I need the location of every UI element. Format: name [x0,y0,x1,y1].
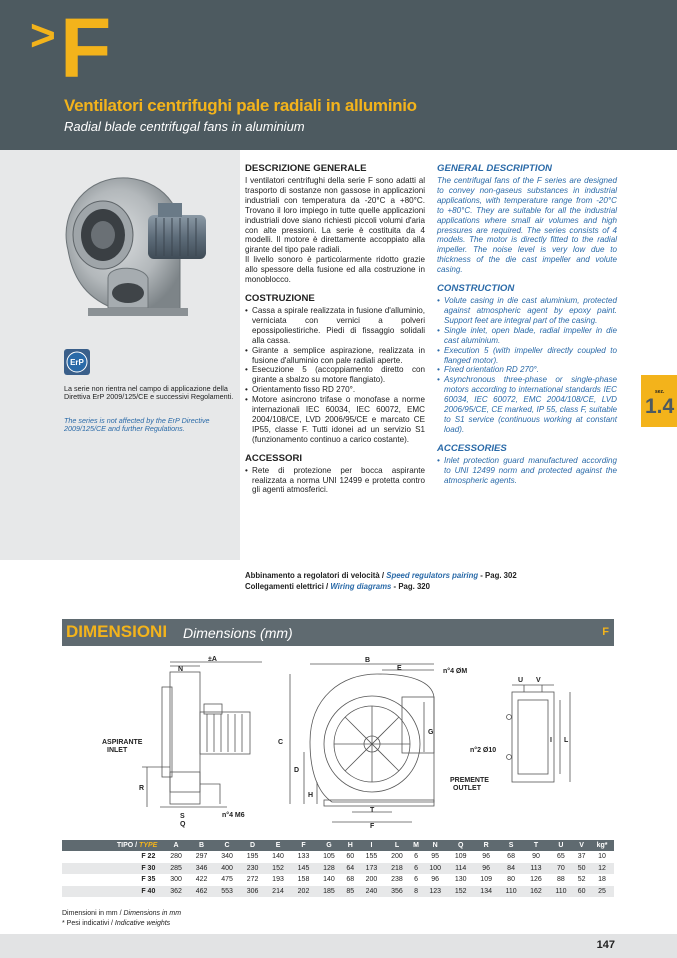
table-cell: 133 [297,853,310,861]
table-cell: 297 [195,853,208,861]
list-item: • Inlet protection guard manufactured according to UNI 12499 norm and protected against the atmospheric agents. [437,456,617,486]
cross-references [245,570,517,592]
table-header-cell: H [342,840,359,851]
list-item: • Single inlet, open blade, radial impeller in die cast aluminium. [437,326,617,346]
erp-logo-text: ErP [70,358,84,367]
table-cell: 145 [291,863,316,875]
table-cell: 140 [323,876,335,884]
table-cell: 214 [265,886,290,898]
table-cell: 230 [240,863,265,875]
table-cell: 68 [346,876,355,884]
table-cell: 96 [431,876,440,884]
table-cell: 37 [577,853,586,861]
table-cell: 218 [384,863,409,875]
general-description-heading-en: GENERAL DESCRIPTION [437,163,552,174]
ref-wiring-it: Collegamenti elettrici / [245,582,331,591]
table-cell: 130 [454,876,467,884]
table-cell: 300 [170,876,182,884]
table-row [62,874,614,886]
erp-note-italian: La serie non rientra nel campo di applicazione della Direttiva ErP 2009/125/CE e successivi Regolamenti. [64,384,234,402]
holes-10-label: n°2 Ø10 [470,747,497,754]
table-cell: 95 [431,853,440,861]
table-cell: 109 [454,853,467,861]
table-header-cell: I [359,840,384,851]
table-cell: 162 [523,886,548,898]
table-cell: 128 [316,863,341,875]
dim-label-a: ±A [208,656,217,663]
table-cell: 70 [549,863,573,875]
construction-heading-en: CONSTRUCTION [437,283,515,295]
table-cell: 272 [246,876,259,884]
construction-heading-it: COSTRUZIONE [245,292,315,304]
list-item: • Motore asincrono trifase o monofase a norme internazionali IEC 60034, IEC 60072, EMC 2004/108/CE, LVD 2006/95/CE e marcato CE IP55, classe F. Tutti idonei ad un servizio S1 (funzionamento continuo a carico costante). [245,395,425,445]
general-description-text2-it: Il livello sonoro è particolarmente ridotto grazie allo spessore della fusione ed alla costruzione in monoblocco. [245,255,425,285]
dim-label-g: G [428,729,434,736]
page-footer [0,934,677,958]
table-cell-model: F 22 [141,853,156,861]
inlet-label-it: ASPIRANTE [102,739,143,746]
page-title-english: Radial blade centrifugal fans in aluminium [64,119,305,134]
general-description-heading-it: DESCRIZIONE GENERALE [245,163,367,174]
table-cell: 152 [448,886,473,898]
table-cell: 109 [480,876,492,884]
dim-label-f: F [370,823,375,828]
accessories-heading-it: ACCESSORI [245,452,303,464]
table-header-cell: E [265,840,290,851]
table-cell: 362 [163,886,188,898]
dim-label-q: Q [180,821,186,828]
table-cell: 356 [384,886,409,898]
table-header-cell: D [240,840,265,851]
accessories-list-en [437,456,617,486]
dimension-drawings [62,652,614,828]
table-cell: 110 [499,886,523,898]
accessories-heading-en: ACCESSORIES [437,442,507,454]
table-row [62,851,614,863]
ref-wiring-page: - Pag. 320 [391,582,430,591]
dimensions-subtitle: Dimensions (mm) [183,625,293,641]
table-cell: 193 [272,876,284,884]
dim-label-t: T [370,807,375,814]
table-cell: 100 [422,863,447,875]
table-cell: 113 [523,863,548,875]
section-marker: > [30,11,56,60]
ref-wiring-en[interactable]: Wiring diagrams [330,582,392,591]
table-cell: 202 [291,886,316,898]
list-item: • Asynchronous three-phase or single-phase motors according to international standards IEC 60034, IEC 60072, EMC 2004/108/CE, LVD 2006/95/CE, CE marked, IP 55, class F, suitable to S1 service (continuous working at constant load). [437,375,617,434]
table-cell: 285 [163,863,188,875]
list-item: • Rete di protezione per bocca aspirante realizzata a norma UNI 12499 e protetta contro gli agenti atmosferici. [245,466,425,496]
table-row [62,863,614,875]
erp-badge-icon [64,349,90,375]
table-cell: 173 [359,863,384,875]
table-cell: 50 [573,863,590,875]
table-cell: 6 [414,853,419,861]
general-description-text-it: I ventilatori centrifughi della serie F sono adatti al trasporto di sostanze non gassose in applicazioni industriali con temperatura da -20°C a +80°C. Trovano il loro impiego in tutte quelle applicazioni industriali dove siano richiesti piccoli volumi d'aria con alte pressioni. La serie è costituita da 4 modelli. Il motore è direttamente accoppiato alla girante del tipo pale radiali. [245,176,425,255]
ref-speed-regulators-it: Abbinamento a regolatori di velocità / [245,571,387,580]
series-letter: F [60,1,112,95]
table-cell: 195 [246,853,259,861]
table-cell: 88 [557,876,565,884]
dimensions-note: Dimensioni in mm / Dimensions in mm [62,910,182,917]
table-cell: 123 [422,886,447,898]
table-cell: 155 [365,853,378,861]
table-cell: 110 [549,886,573,898]
section-tab-label: sez. [655,389,665,395]
construction-list-en [437,296,617,435]
table-cell: 84 [499,863,523,875]
table-header-cell: F [291,840,316,851]
section-tab-number: 1.4 [645,395,675,418]
table-header-cell: A [163,840,188,851]
table-cell: 553 [214,886,239,898]
dim-label-h: H [308,792,314,799]
table-header-cell: L [384,840,409,851]
dimensions-title: DIMENSIONI [66,622,168,641]
table-header-type: TIPO / TYPE [62,840,163,851]
holes-m-label: n°4 ØM [443,668,468,675]
dimensions-series-letter: F [602,626,609,638]
table-cell: 52 [577,876,586,884]
table-cell: 96 [473,863,498,875]
table-cell: 475 [221,876,233,884]
outlet-label-en: OUTLET [453,785,481,792]
dim-label-u: U [518,677,524,684]
table-header-cell: G [316,840,341,851]
table-header-cell: C [214,840,239,851]
table-cell: 140 [272,853,284,861]
list-item: • Execution 5 (with impeller directly coupled to flanged motor). [437,346,617,366]
dim-label-b: B [365,657,371,664]
table-cell: 158 [297,876,310,884]
table-cell: 422 [195,876,208,884]
table-header-cell: Q [448,840,473,851]
italian-column [245,163,425,495]
table-cell: 462 [189,886,214,898]
dimensions-bar [62,619,614,646]
dimensions-table [62,840,614,897]
table-cell: 306 [240,886,265,898]
table-cell: 346 [189,863,214,875]
side-view-drawing [142,662,262,807]
list-item: • Volute casing in die cast aluminium, protected against atmospheric agent by epoxy paint. Support feet are integral part of the casing. [437,296,617,326]
table-cell: 400 [214,863,239,875]
table-header-cell: U [549,840,573,851]
table-cell: 64 [342,863,359,875]
dim-label-d: D [294,767,300,774]
construction-list-it [245,306,425,445]
dim-label-s: S [180,813,185,820]
table-header-cell: N [422,840,447,851]
table-cell: 60 [573,886,590,898]
outlet-label-it: PREMENTE [450,777,489,784]
dim-label-v: V [536,677,541,684]
table-header-row [62,840,614,851]
dim-label-n: N [178,666,184,673]
table-cell: 18 [598,876,606,884]
table-cell: 200 [365,876,378,884]
table-header-cell: R [473,840,498,851]
table-cell: 96 [482,853,491,861]
table-cell: 280 [170,853,182,861]
section-tab [641,375,677,427]
list-item: • Orientamento fisso RD 270°. [245,385,425,395]
table-cell: 6 [410,863,423,875]
table-header-cell: T [523,840,548,851]
list-item: • Fixed orientation RD 270°. [437,365,617,375]
table-cell: 114 [448,863,473,875]
ref-speed-regulators-page: - Pag. 302 [478,571,517,580]
table-header-cell: kg* [590,840,614,851]
outlet-flange-drawing [507,685,571,782]
page-header [0,0,677,150]
table-header-cell: S [499,840,523,851]
table-cell: 200 [391,853,403,861]
fan-product-photo [48,160,224,326]
table-cell: 12 [590,863,614,875]
table-cell: 152 [265,863,290,875]
dim-label-c: C [278,739,284,746]
table-cell: 6 [414,876,419,884]
table-cell-model: F 30 [62,863,163,875]
weights-note: * Pesi indicativi / Indicative weights [62,920,171,927]
table-cell: 90 [532,853,540,861]
table-cell: 25 [590,886,614,898]
screws-label: n°4 M6 [222,812,245,819]
table-cell-model: F 35 [141,876,156,884]
table-cell: 65 [557,853,565,861]
table-cell: 238 [391,876,403,884]
table-cell: 126 [530,876,542,884]
english-column [437,163,617,485]
table-header-cell: B [189,840,214,851]
table-header-cell: M [410,840,423,851]
table-cell: 80 [507,876,515,884]
page-title-italian: Ventilatori centrifughi pale radiali in alluminio [64,96,417,115]
table-cell: 134 [473,886,498,898]
table-cell: 60 [346,853,355,861]
list-item: • Girante a semplice aspirazione, realizzata in fusione d'alluminio con pale radiali aperte. [245,346,425,366]
table-row [62,886,614,898]
table-cell: 185 [316,886,341,898]
table-cell: 10 [598,853,606,861]
table-cell: 340 [221,853,233,861]
page-number: 147 [596,939,615,951]
table-cell: 85 [342,886,359,898]
dim-label-e: E [397,665,402,672]
list-item: • Cassa a spirale realizzata in fusione d'alluminio, verniciata con vernici a polveri epossipoliestiriche. Piedi di fissaggio solidali alla cassa. [245,306,425,346]
table-cell: 105 [323,853,335,861]
list-item: • Esecuzione 5 (accoppiamento diretto con girante a sbalzo su motore flangiato). [245,365,425,385]
table-header-cell: V [573,840,590,851]
table-cell: 8 [410,886,423,898]
inlet-label-en: INLET [107,747,128,754]
erp-note-english: The series is not affected by the ErP Directive 2009/125/CE and further Regulations. [64,416,210,434]
table-cell: 240 [359,886,384,898]
dim-label-r: R [139,785,145,792]
general-description-text-en: The centrifugal fans of the F series are designed to convey non-gaseus substances in industrial applications, with temperature range from -20°C to +80°C. They are suitable for all the industrial applications where small air volumes and high pressures are required. The series consists of 4 models. The motor is directly fitted to the radial impeller. The noise level is very low due to thickness of the die cast impeller and volute casing. [437,176,617,275]
dim-label-l: L [564,737,569,744]
accessories-list-it [245,466,425,496]
ref-speed-regulators-en[interactable]: Speed regulators pairing [386,571,479,580]
table-cell-model: F 40 [62,886,163,898]
dim-label-i: I [550,737,552,744]
table-cell: 68 [507,853,515,861]
